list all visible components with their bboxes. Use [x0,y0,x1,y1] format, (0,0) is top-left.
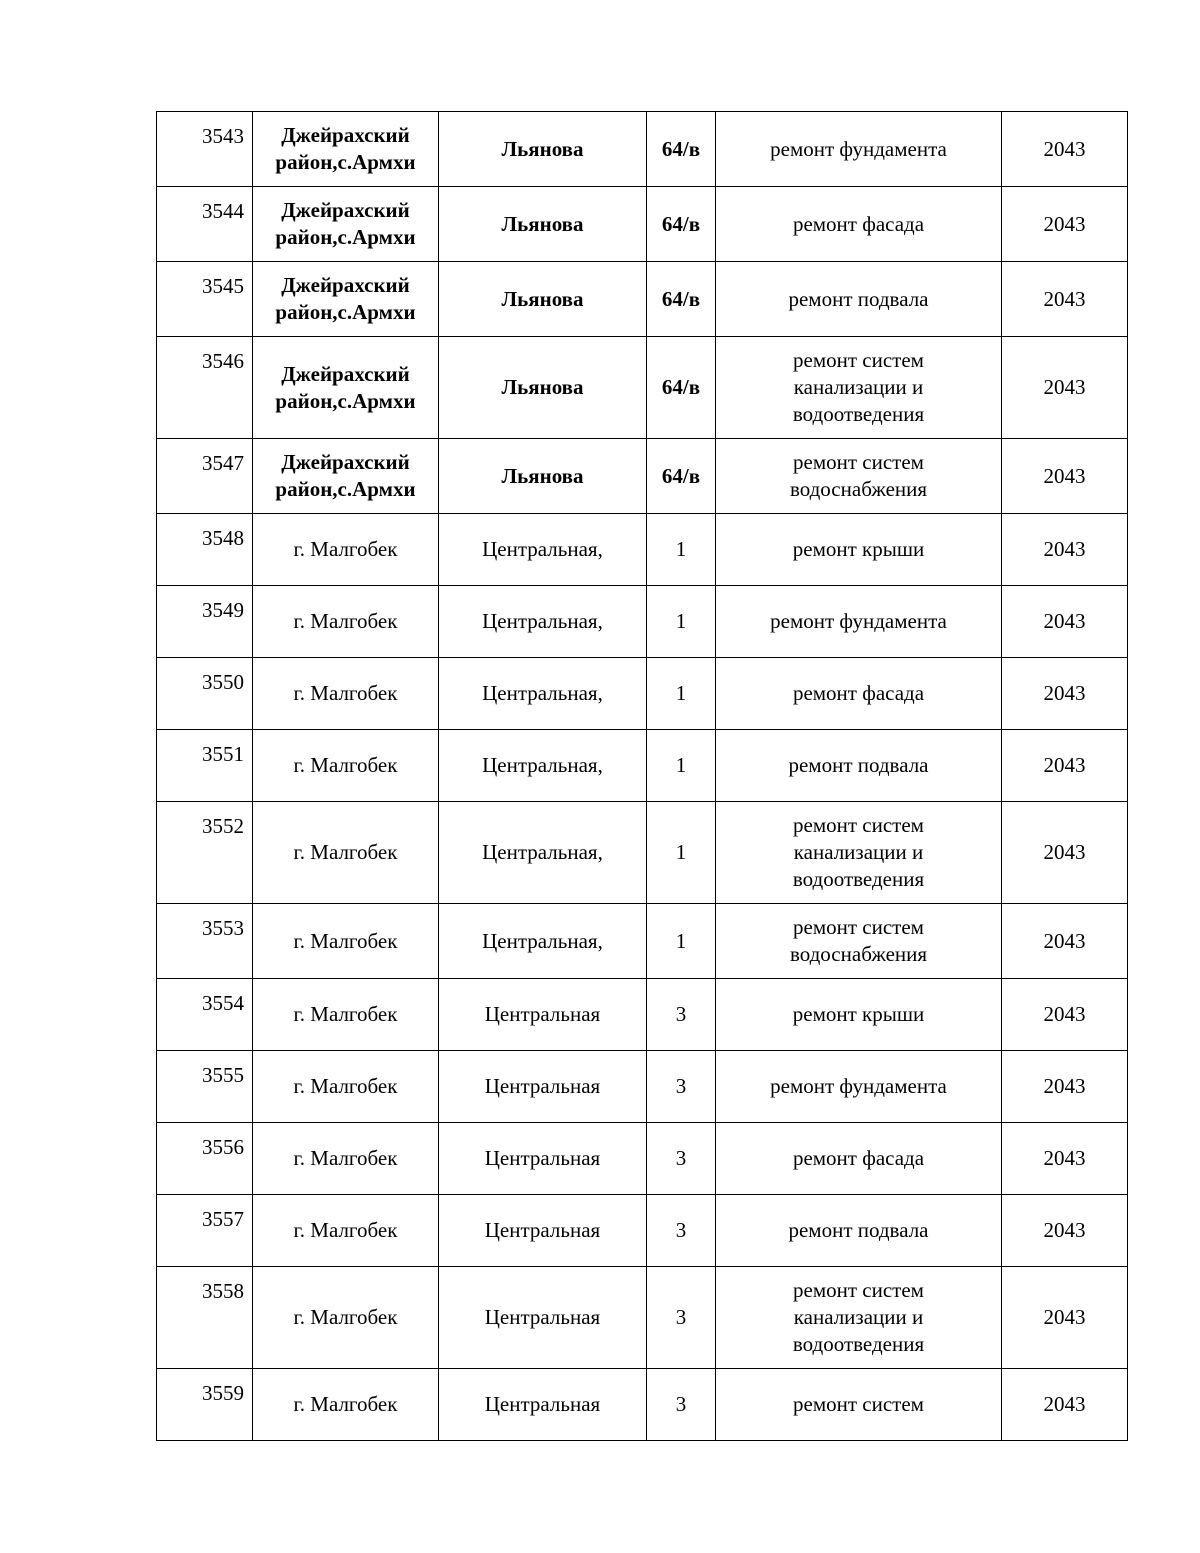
work-type-cell: ремонт фасада [716,187,1002,262]
house-number-cell: 3 [647,1123,716,1195]
locality-cell: г. Малгобек [253,1369,439,1441]
house-number-cell: 3 [647,1267,716,1369]
house-number-cell: 1 [647,730,716,802]
row-number-cell: 3545 [157,262,253,337]
table-row [157,979,1128,1051]
house-number-cell: 3 [647,1051,716,1123]
work-type-cell: ремонт систем [716,1369,1002,1441]
work-type-cell: ремонт систем канализации и водоотведения [716,802,1002,904]
street-cell: Льянова [439,262,647,337]
work-type-cell: ремонт систем водоснабжения [716,439,1002,514]
table-row [157,439,1128,514]
house-number-cell: 1 [647,658,716,730]
locality-cell: г. Малгобек [253,802,439,904]
row-number-cell: 3544 [157,187,253,262]
row-number-cell: 3543 [157,112,253,187]
table-row [157,730,1128,802]
year-cell: 2043 [1002,439,1128,514]
table-row [157,1369,1128,1441]
locality-cell: г. Малгобек [253,1123,439,1195]
year-cell: 2043 [1002,904,1128,979]
row-number-cell: 3551 [157,730,253,802]
table-row [157,262,1128,337]
work-type-cell: ремонт фундамента [716,1051,1002,1123]
year-cell: 2043 [1002,802,1128,904]
work-type-cell: ремонт фасада [716,658,1002,730]
table-row [157,187,1128,262]
row-number-cell: 3555 [157,1051,253,1123]
locality-cell: Джейрахский район,с.Армхи [253,337,439,439]
work-type-cell: ремонт систем канализации и водоотведения [716,1267,1002,1369]
work-type-cell: ремонт фундамента [716,112,1002,187]
street-cell: Центральная [439,1051,647,1123]
street-cell: Льянова [439,439,647,514]
table-body [157,112,1128,1441]
street-cell: Льянова [439,337,647,439]
row-number-cell: 3550 [157,658,253,730]
year-cell: 2043 [1002,187,1128,262]
work-type-cell: ремонт подвала [716,730,1002,802]
street-cell: Центральная [439,979,647,1051]
year-cell: 2043 [1002,1051,1128,1123]
work-type-cell: ремонт крыши [716,514,1002,586]
house-number-cell: 64/в [647,337,716,439]
house-number-cell: 3 [647,1195,716,1267]
locality-cell: г. Малгобек [253,979,439,1051]
table-row [157,1195,1128,1267]
house-number-cell: 1 [647,904,716,979]
table-row [157,586,1128,658]
house-number-cell: 64/в [647,112,716,187]
house-number-cell: 3 [647,1369,716,1441]
year-cell: 2043 [1002,112,1128,187]
house-number-cell: 3 [647,979,716,1051]
street-cell: Центральная [439,1195,647,1267]
year-cell: 2043 [1002,658,1128,730]
work-type-cell: ремонт подвала [716,262,1002,337]
year-cell: 2043 [1002,337,1128,439]
house-number-cell: 1 [647,802,716,904]
house-number-cell: 64/в [647,187,716,262]
year-cell: 2043 [1002,586,1128,658]
locality-cell: Джейрахский район,с.Армхи [253,262,439,337]
year-cell: 2043 [1002,730,1128,802]
street-cell: Центральная, [439,802,647,904]
locality-cell: г. Малгобек [253,730,439,802]
row-number-cell: 3559 [157,1369,253,1441]
work-type-cell: ремонт фундамента [716,586,1002,658]
street-cell: Центральная, [439,514,647,586]
row-number-cell: 3547 [157,439,253,514]
locality-cell: г. Малгобек [253,658,439,730]
work-type-cell: ремонт фасада [716,1123,1002,1195]
table-row [157,658,1128,730]
locality-cell: г. Малгобек [253,1267,439,1369]
locality-cell: Джейрахский район,с.Армхи [253,439,439,514]
table-row [157,1267,1128,1369]
street-cell: Льянова [439,187,647,262]
table-row [157,337,1128,439]
table-row [157,802,1128,904]
locality-cell: г. Малгобек [253,1195,439,1267]
row-number-cell: 3549 [157,586,253,658]
work-type-cell: ремонт подвала [716,1195,1002,1267]
house-number-cell: 64/в [647,439,716,514]
row-number-cell: 3548 [157,514,253,586]
year-cell: 2043 [1002,1123,1128,1195]
street-cell: Центральная, [439,586,647,658]
row-number-cell: 3553 [157,904,253,979]
locality-cell: г. Малгобек [253,904,439,979]
year-cell: 2043 [1002,514,1128,586]
year-cell: 2043 [1002,262,1128,337]
row-number-cell: 3554 [157,979,253,1051]
row-number-cell: 3552 [157,802,253,904]
work-type-cell: ремонт систем канализации и водоотведения [716,337,1002,439]
street-cell: Центральная [439,1267,647,1369]
table-row [157,112,1128,187]
street-cell: Льянова [439,112,647,187]
year-cell: 2043 [1002,1267,1128,1369]
house-number-cell: 64/в [647,262,716,337]
table-row [157,904,1128,979]
table-row [157,1051,1128,1123]
house-number-cell: 1 [647,586,716,658]
row-number-cell: 3546 [157,337,253,439]
street-cell: Центральная [439,1123,647,1195]
house-number-cell: 1 [647,514,716,586]
row-number-cell: 3558 [157,1267,253,1369]
row-number-cell: 3556 [157,1123,253,1195]
street-cell: Центральная, [439,658,647,730]
year-cell: 2043 [1002,1195,1128,1267]
year-cell: 2043 [1002,1369,1128,1441]
row-number-cell: 3557 [157,1195,253,1267]
street-cell: Центральная, [439,730,647,802]
repair-schedule-table [156,111,1128,1441]
work-type-cell: ремонт крыши [716,979,1002,1051]
locality-cell: Джейрахский район,с.Армхи [253,187,439,262]
year-cell: 2043 [1002,979,1128,1051]
work-type-cell: ремонт систем водоснабжения [716,904,1002,979]
locality-cell: г. Малгобек [253,1051,439,1123]
table-row [157,514,1128,586]
street-cell: Центральная [439,1369,647,1441]
table-row [157,1123,1128,1195]
street-cell: Центральная, [439,904,647,979]
locality-cell: г. Малгобек [253,514,439,586]
locality-cell: Джейрахский район,с.Армхи [253,112,439,187]
locality-cell: г. Малгобек [253,586,439,658]
